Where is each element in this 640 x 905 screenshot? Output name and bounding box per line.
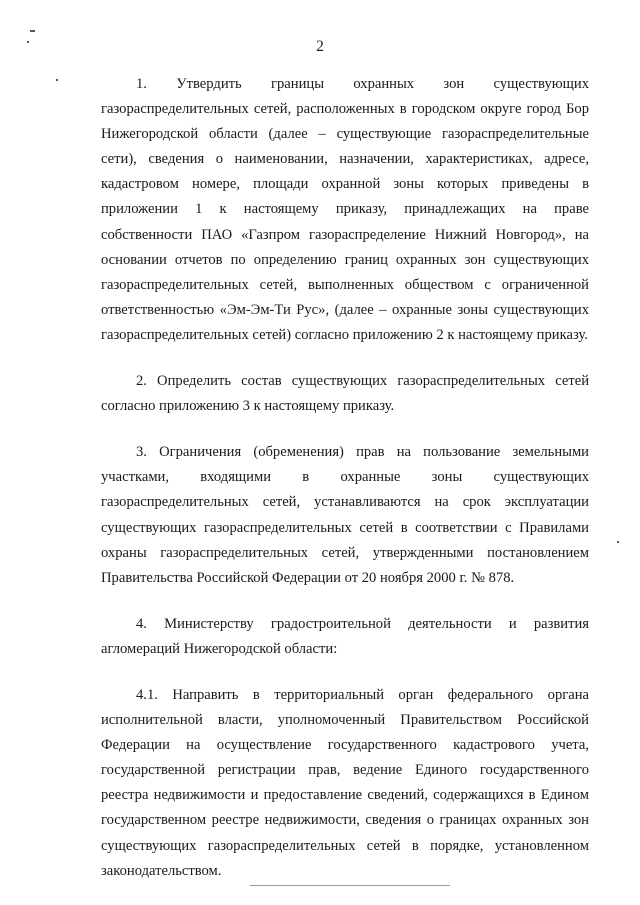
scan-mark — [617, 541, 619, 543]
paragraph-text: 4. Министерству градостроительной деятельности и развития агломераций Нижегородской области: — [101, 615, 589, 657]
paragraph-text: 2. Определить состав существующих газораспределительных сетей согласно приложению 3 к настоящему приказу. — [101, 373, 589, 415]
footer-line — [250, 885, 450, 886]
paragraph-item-4 — [101, 612, 589, 662]
scan-mark — [30, 30, 35, 32]
document-body — [101, 72, 589, 905]
paragraph-text: 3. Ограничения (обременения) прав на пользование земельными участками, входящими в охранные зоны существующих газораспределительных сетей, устанавливаются на срок эксплуатации существующих газораспределительных сетей в соответствии с Правилами охраны газораспределительных сетей, утвержденными постановлением Правительства Российской Федерации от 20 ноября 2000 г. № 878. — [101, 444, 589, 586]
scan-mark — [27, 41, 29, 43]
paragraph-item-3 — [101, 440, 589, 591]
paragraph-text: 4.1. Направить в территориальный орган федерального органа исполнительной власти, уполномоченный Правительством Российской Федерации на осуществление государственного кадастрового учета, государственной регистрации прав, ведение Единого государственного реестра недвижимости и предоставление сведений, содержащихся в Едином государственном реестре недвижимости, сведения о границах охранных зон существующих газораспределительных сетей в порядке, установленном законодательством. — [101, 686, 589, 879]
paragraph-item-2 — [101, 369, 589, 419]
paragraph-item-4-1 — [101, 683, 589, 884]
paragraph-text: 1. Утвердить границы охранных зон существующих газораспределительных сетей, расположенных в городском округе город Бор Нижегородской области (далее – существующие газораспределительные сети), сведения о наименовании, назначении, характеристиках, адресе, кадастровом номере, площади охранной зоны которых приведены в приложении 1 к настоящему приказу, принадлежащих на праве собственности ПАО «Газпром газораспределение Нижний Новгород», на основании отчетов по определению границ охранных зон существующих газораспределительных сетей, выполненных обществом с ограниченной ответственностью «Эм-Эм-Ти Рус», (далее – охранные зоны существующих газораспределительных сетей) согласно приложению 2 к настоящему приказу. — [101, 76, 589, 343]
scan-mark — [56, 79, 58, 81]
paragraph-item-1 — [101, 72, 589, 348]
page-number: 2 — [316, 38, 324, 55]
